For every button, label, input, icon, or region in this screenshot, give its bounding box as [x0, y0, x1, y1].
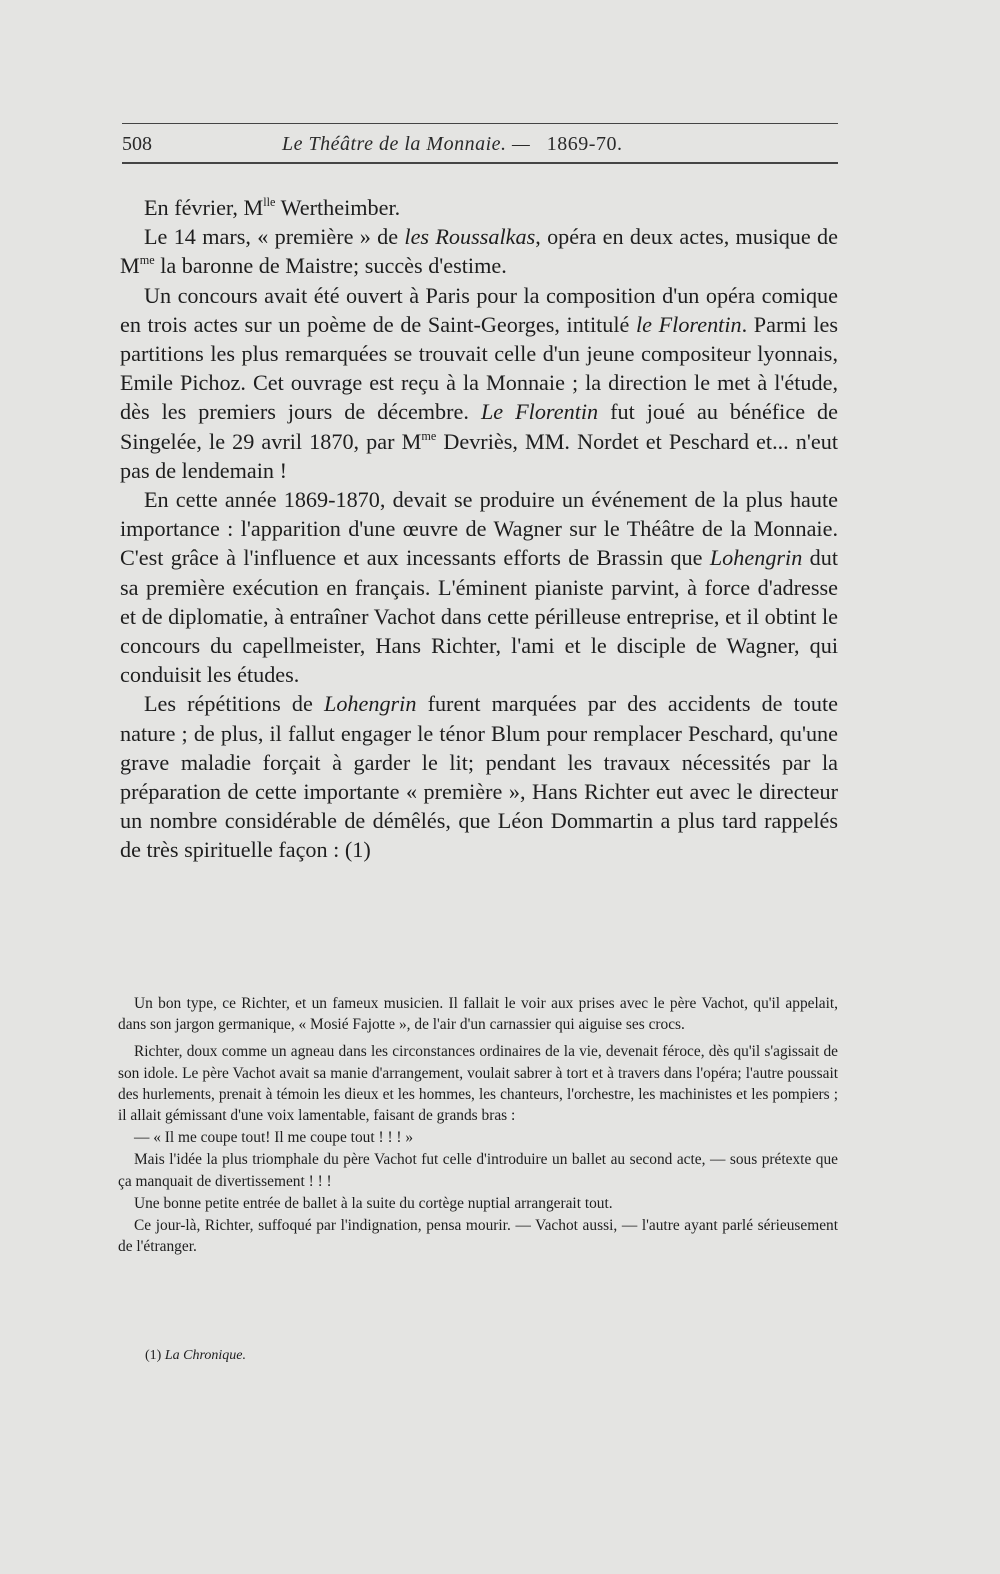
footnote	[145, 1346, 246, 1366]
superscript: me	[139, 253, 155, 268]
page-number: 508	[122, 133, 152, 155]
text-run: la baronne de Maistre; succès d'estime.	[154, 253, 507, 279]
superscript: me	[421, 428, 437, 443]
superscript: lle	[263, 194, 276, 209]
text-run: Un concours avait été ouvert à Paris pour la composition d'un opéra comique en trois actes sur un poème de de Saint-Georges, intitulé	[120, 282, 838, 337]
footnote-marker: (1)	[145, 1348, 162, 1363]
paragraph	[120, 222, 838, 280]
running-title-year: 1869-70.	[546, 133, 623, 155]
paragraph	[120, 689, 838, 864]
opera-title: Lohengrin	[709, 545, 803, 571]
text-run: Le 14 mars, « première » de	[144, 224, 405, 250]
text-run: , opéra en deux actes, musique de M	[120, 224, 838, 279]
text-run: Devriès, MM. Nordet et Peschard et... n'eut pas de lendemain !	[120, 428, 838, 483]
quotation-paragraph: Un bon type, ce Richter, et un fameux musicien. Il fallait le voir aux prises avec le père Vachot, qu'il appelait, dans son jargon germanique, « Mosié Fajotte », de l'air d'un carnassier qui aiguise ses crocs.	[118, 995, 838, 1034]
text-run: . Parmi les partitions les plus remarquées se trouvait celle d'un jeune compositeur lyonnais, Emile Pichoz. Cet ouvrage est reçu à la Monnaie ; la direction le met à l'étude, dès les premiers jours de décembre.	[120, 311, 839, 425]
header-bottom-rule	[122, 162, 838, 164]
text-run: Wertheimber.	[275, 195, 401, 220]
opera-title: les Roussalkas	[404, 224, 536, 250]
quotation-paragraph: Richter, doux comme un agneau dans les circonstances ordinaires de la vie, devenait féroce, dès qu'il s'agissait de son idole. Le père Vachot avait sa manie d'arrangement, voulait sabrer à tort et à travers dans l'opéra; l'autre poussait des hurlements, prenait à témoin les dieux et les hommes, les chanteurs, l'orchestre, les machinistes et les pompiers ; il allait gémissant d'une voix lamentable, faisant de grands bras :	[118, 1043, 838, 1125]
paragraph	[120, 193, 838, 222]
text-run: furent marquées par des accidents de toute nature ; de plus, il fallut engager le ténor Blum pour remplacer Peschard, qu'une grave maladie forçait à garder le lit; pendant les travaux nécessités par la préparation de cette importante « première », Hans Richter eut avec le directeur un nombre considérable de démêlés, que Léon Dommartin a plus tard rappelés de très spirituelle façon : (1)	[120, 691, 838, 863]
quotation-paragraph: — « Il me coupe tout! Il me coupe tout ! ! ! »	[134, 1129, 414, 1147]
text-run: fut joué au bénéfice de Singelée, le 29 avril 1870, par M	[120, 399, 838, 454]
opera-title: le Florentin	[636, 311, 742, 337]
opera-title: Le Florentin	[480, 399, 599, 425]
text-run: En cette année 1869-1870, devait se produire un événement de la plus haute importance : l'apparition d'une œuvre de Wagner sur le Théâtre de la Monnaie. C'est grâce à l'influence et aux incessants efforts de Brassin que	[120, 487, 838, 571]
footnote-source: La Chronique.	[164, 1348, 246, 1363]
quotation-block	[118, 993, 838, 1258]
running-title	[282, 131, 622, 157]
text-run: En février, M	[144, 195, 264, 220]
text-run: dut sa première exécution en français. L'éminent pianiste parvint, à force d'adresse et de diplomatie, à entraîner Vachot dans cette périlleuse entreprise, et il obtint le concours du capellmeister, Hans Richter, l'ami et le disciple de Wagner, qui conduisit les études.	[120, 545, 839, 688]
text-run: Les répétitions de	[144, 691, 324, 717]
quotation-paragraph: Mais l'idée la plus triomphale du père Vachot fut celle d'introduire un ballet au second acte, — sous prétexte que ça manquait de divertissement ! ! !	[118, 1151, 838, 1190]
paragraph	[120, 281, 838, 485]
running-title-text: Le Théâtre de la Monnaie. —	[282, 133, 531, 155]
main-text	[120, 193, 838, 865]
header-top-rule	[122, 123, 838, 124]
paragraph	[120, 485, 838, 689]
quotation-paragraph: Une bonne petite entrée de ballet à la suite du cortège nuptial arrangerait tout.	[134, 1194, 613, 1212]
running-header	[122, 131, 838, 157]
quotation-paragraph: Ce jour-là, Richter, suffoqué par l'indignation, pensa mourir. — Vachot aussi, — l'autre ayant parlé sérieusement de l'étranger.	[118, 1217, 838, 1256]
opera-title: Lohengrin	[323, 691, 417, 717]
